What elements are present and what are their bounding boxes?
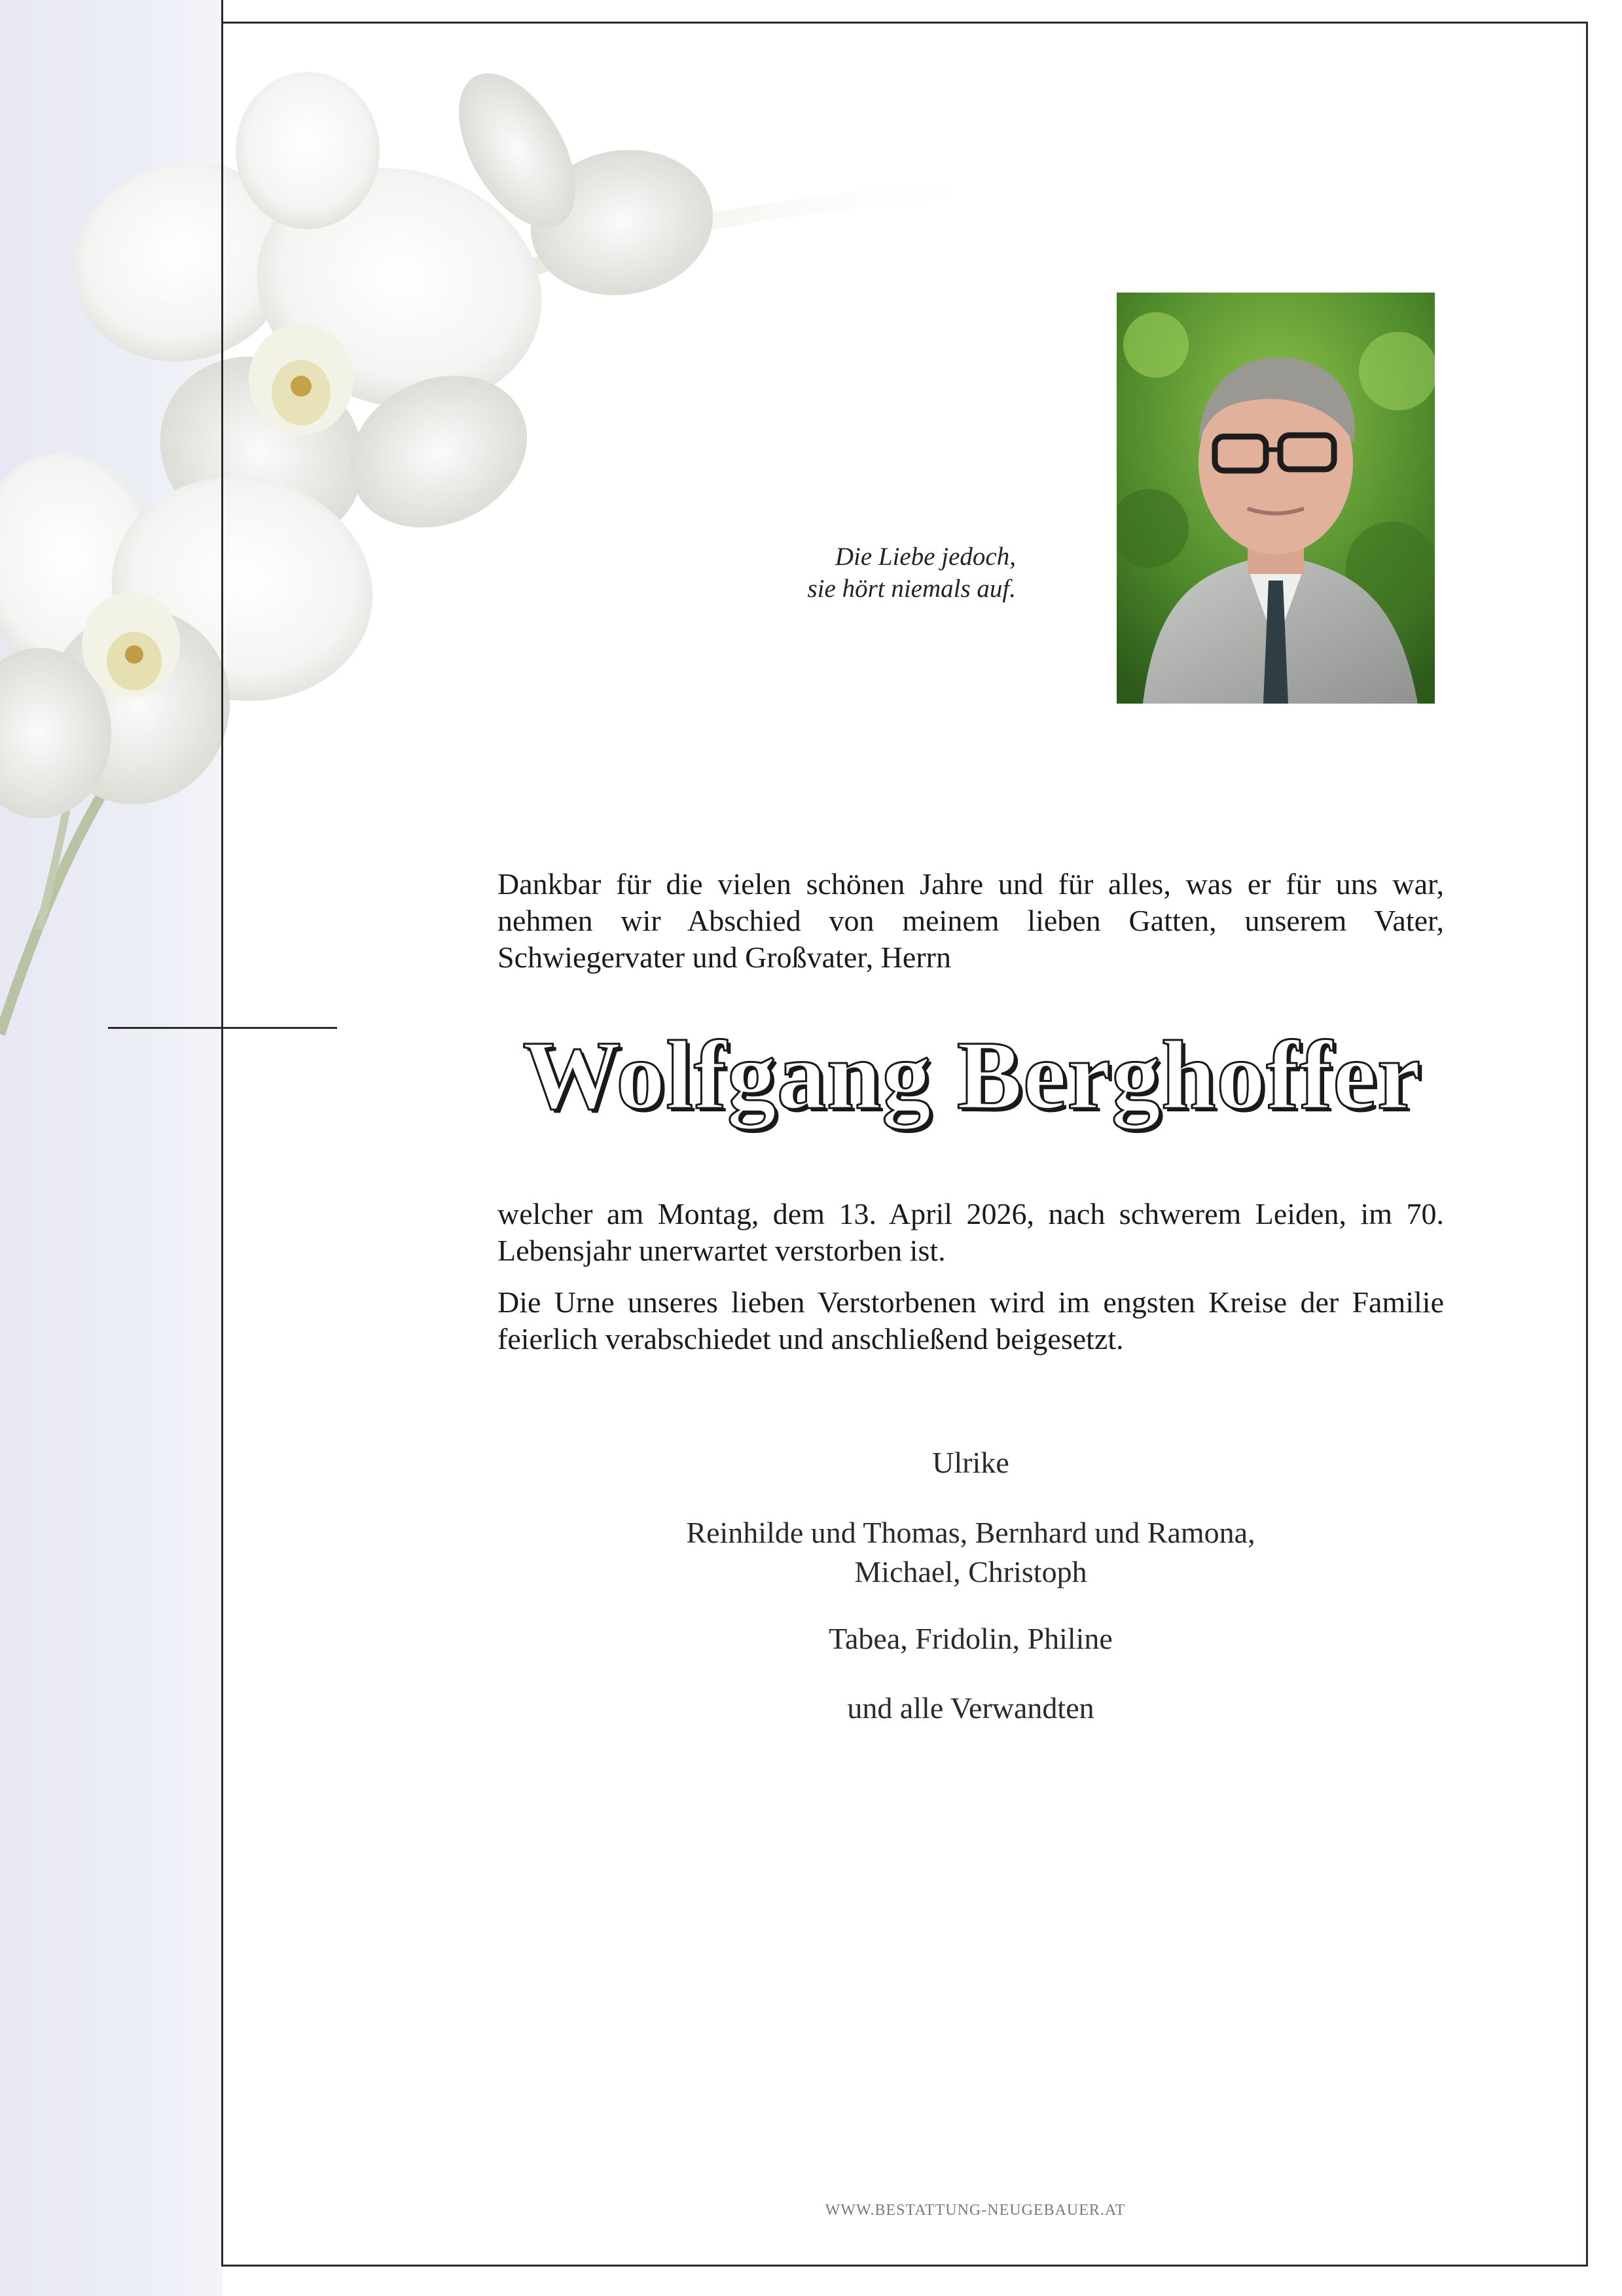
grandchildren-names: Tabea, Fridolin, Philine: [829, 1622, 1113, 1655]
spouse-name: Ulrike: [932, 1446, 1009, 1479]
deceased-name: Wolfgang Berghoffer: [522, 1021, 1422, 1130]
children-line-1: Reinhilde und Thomas, Bernhard und Ramona,: [686, 1516, 1255, 1549]
children-line-2: Michael, Christoph: [854, 1555, 1087, 1588]
intro-paragraph: Dankbar für die vielen schönen Jahre und für alles, was er für uns war, nehmen wir Abschied von meinem lieben Gatten, unserem Vater, Schwiegervater und Großvater, Herrn: [497, 867, 1444, 974]
urne-text: [497, 1284, 1444, 1357]
intro-text: [497, 866, 1444, 976]
footer-website: WWW.BESTATTUNG-NEUGEBAUER.AT: [825, 2202, 1126, 2219]
relatives-line: und alle Verwandten: [847, 1691, 1094, 1725]
portrait-photo-icon: [1117, 293, 1435, 704]
family-spouse: [497, 1443, 1444, 1482]
portrait-photo: [1117, 293, 1435, 704]
details-text: [497, 1196, 1444, 1269]
quote-line-2: sie hört niemals auf.: [807, 575, 1016, 603]
family-relatives: [497, 1689, 1444, 1728]
quote-line-1: Die Liebe jedoch,: [835, 543, 1016, 571]
family-grandchildren: [497, 1619, 1444, 1659]
details-paragraph: welcher am Montag, dem 13. April 2026, nach schwerem Leiden, im 70. Lebensjahr unerwartet verstorben ist.: [497, 1197, 1444, 1267]
family-children: [497, 1513, 1444, 1592]
urne-paragraph: Die Urne unseres lieben Verstorbenen wird im engsten Kreise der Familie feierlich verabschiedet und anschließend beigesetzt.: [497, 1285, 1444, 1355]
memorial-quote: [720, 541, 1016, 605]
